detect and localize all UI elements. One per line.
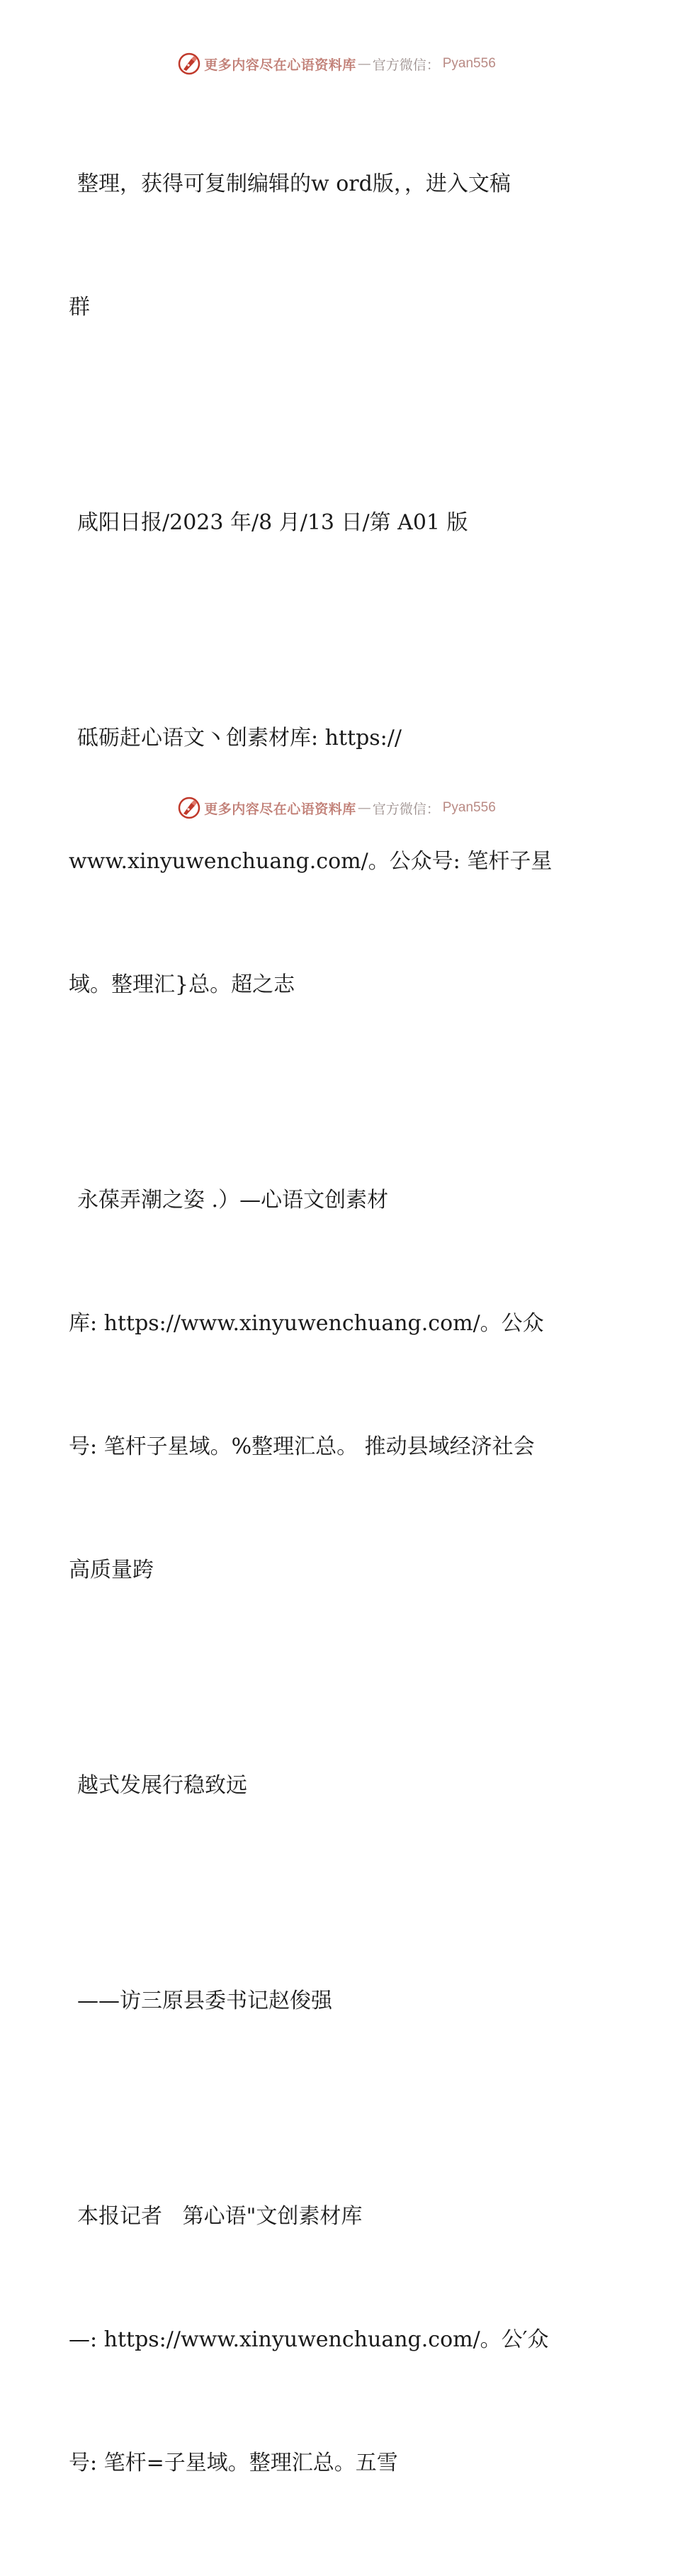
paragraph [69, 420, 607, 626]
paragraph [69, 2114, 607, 2566]
text-line: 永葆弄潮之姿 .）—心语文创素材 [77, 1188, 389, 1213]
footer-wechat-label: 官方微信： [372, 801, 440, 817]
text-line: 库: https://www.xinyuwenchuang.com/。公众 [69, 1311, 544, 1336]
pen-nib-logo-icon [177, 796, 201, 820]
text-line: 群 [69, 295, 90, 320]
text-line: 号: 笔杆子星域。%整理汇总。 推动县域经济社会 [69, 1434, 535, 1459]
paragraph [69, 1899, 607, 2104]
footer-wechat-id: Pyan556 [442, 800, 496, 815]
document-body [69, 81, 607, 2576]
text-line: 砥砺赶心语文丶创素材库: https:// [77, 726, 402, 750]
paragraph [69, 1098, 607, 1673]
text-line: 本报记者 第心语"文创素材库 [77, 2204, 363, 2229]
header-wechat-label: 官方微信： [372, 57, 440, 73]
paragraph [69, 1683, 607, 1889]
header-brand-text: 更多内容尽在心语资料库 [204, 57, 356, 73]
footer-brand-text: 更多内容尽在心语资料库 [204, 801, 356, 817]
pen-nib-logo-icon [177, 52, 201, 76]
paragraph [69, 81, 607, 410]
text-line: —: https://www.xinyuwenchuang.com/。公′众 [69, 2327, 549, 2352]
text-line: ——访三原县委书记赵俊强 [77, 1989, 332, 2013]
footer-separator: — [357, 800, 371, 816]
text-line: 越式发展行稳致远 [77, 1773, 247, 1798]
text-line: 域。整理汇}总。超之志 [69, 972, 295, 997]
text-line: 高质量跨 [69, 1558, 154, 1582]
header-wechat-id: Pyan556 [442, 56, 496, 71]
text-line: 整理，获得可复制编辑的w ord版，，进入文稿 [77, 171, 511, 196]
text-line: 咸阳日报/2023 年/8 月/13 日/第 A01 版 [77, 510, 468, 535]
text-line: 号: 笔杆=子星域。整理汇总。五雪 [69, 2451, 398, 2475]
footer-banner [0, 794, 673, 822]
header-banner [0, 50, 673, 78]
text-line: www.xinyuwenchuang.com/。公众号: 笔杆子星 [69, 849, 553, 874]
header-separator: — [357, 56, 371, 72]
paragraph [69, 636, 607, 1088]
